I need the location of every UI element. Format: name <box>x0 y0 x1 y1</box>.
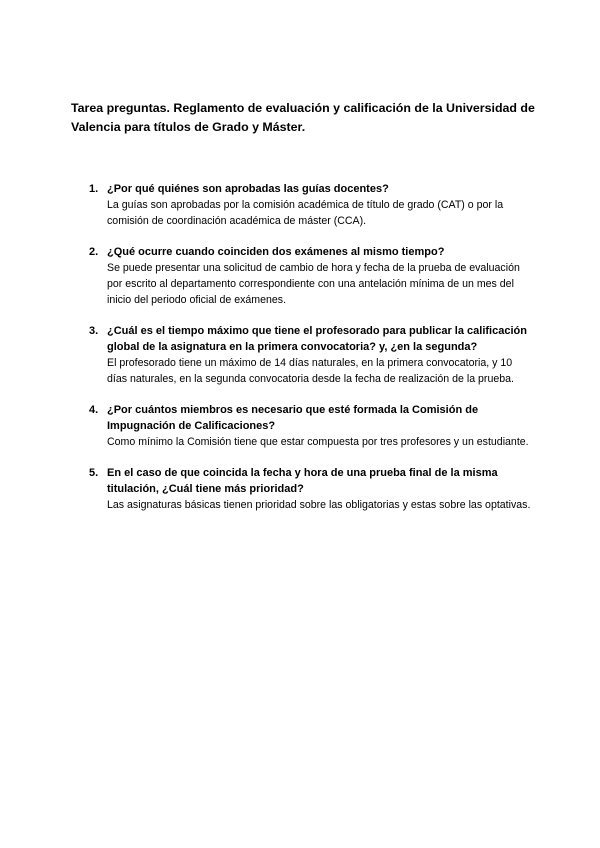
question-item-3 <box>71 323 531 387</box>
question-item-4 <box>71 402 531 450</box>
question-text: ¿Por qué quiénes son aprobadas las guías docentes? <box>107 183 389 195</box>
answer-text: Como mínimo la Comisión tiene que estar compuesta por tres profesores y un estudiante. <box>107 436 529 448</box>
answer-text: Las asignaturas básicas tienen prioridad sobre las obligatorias y estas sobre las optativas. <box>107 499 531 511</box>
question-text: ¿Qué ocurre cuando coinciden dos exámenes al mismo tiempo? <box>107 246 445 258</box>
question-number: 4. <box>89 404 99 416</box>
answer-text: Se puede presentar una solicitud de cambio de hora y fecha de la prueba de evaluación por escrito al departamento correspondiente con una antelación mínima de un mes del inicio del periodo oficial de exámenes. <box>107 262 520 306</box>
question-text: ¿Cuál es el tiempo máximo que tiene el profesorado para publicar la calificación global de la asignatura en la primera convocatoria? y, ¿en la segunda? <box>107 325 527 353</box>
question-number: 1. <box>89 183 99 195</box>
question-item-5 <box>71 465 531 513</box>
question-text: ¿Por cuántos miembros es necesario que esté formada la Comisión de Impugnación de Calificaciones? <box>107 404 479 432</box>
answer-text: El profesorado tiene un máximo de 14 días naturales, en la primera convocatoria, y 10 días naturales, en la segunda convocatoria desde la fecha de realización de la prueba. <box>107 357 514 385</box>
question-item-1 <box>71 181 531 229</box>
question-list <box>71 181 531 528</box>
question-number: 3. <box>89 325 99 337</box>
answer-text: La guías son aprobadas por la comisión académica de título de grado (CAT) o por la comisión de coordinación académica de máster (CCA). <box>107 199 504 227</box>
question-item-2 <box>71 244 531 308</box>
question-text: En el caso de que coincida la fecha y hora de una prueba final de la misma titulación, ¿Cuál tiene más prioridad? <box>107 467 498 495</box>
question-number: 2. <box>89 246 99 258</box>
question-number: 5. <box>89 467 99 479</box>
document-title: Tarea preguntas. Reglamento de evaluación y calificación de la Universidad de Valencia para títulos de Grado y Máster. <box>71 101 535 134</box>
